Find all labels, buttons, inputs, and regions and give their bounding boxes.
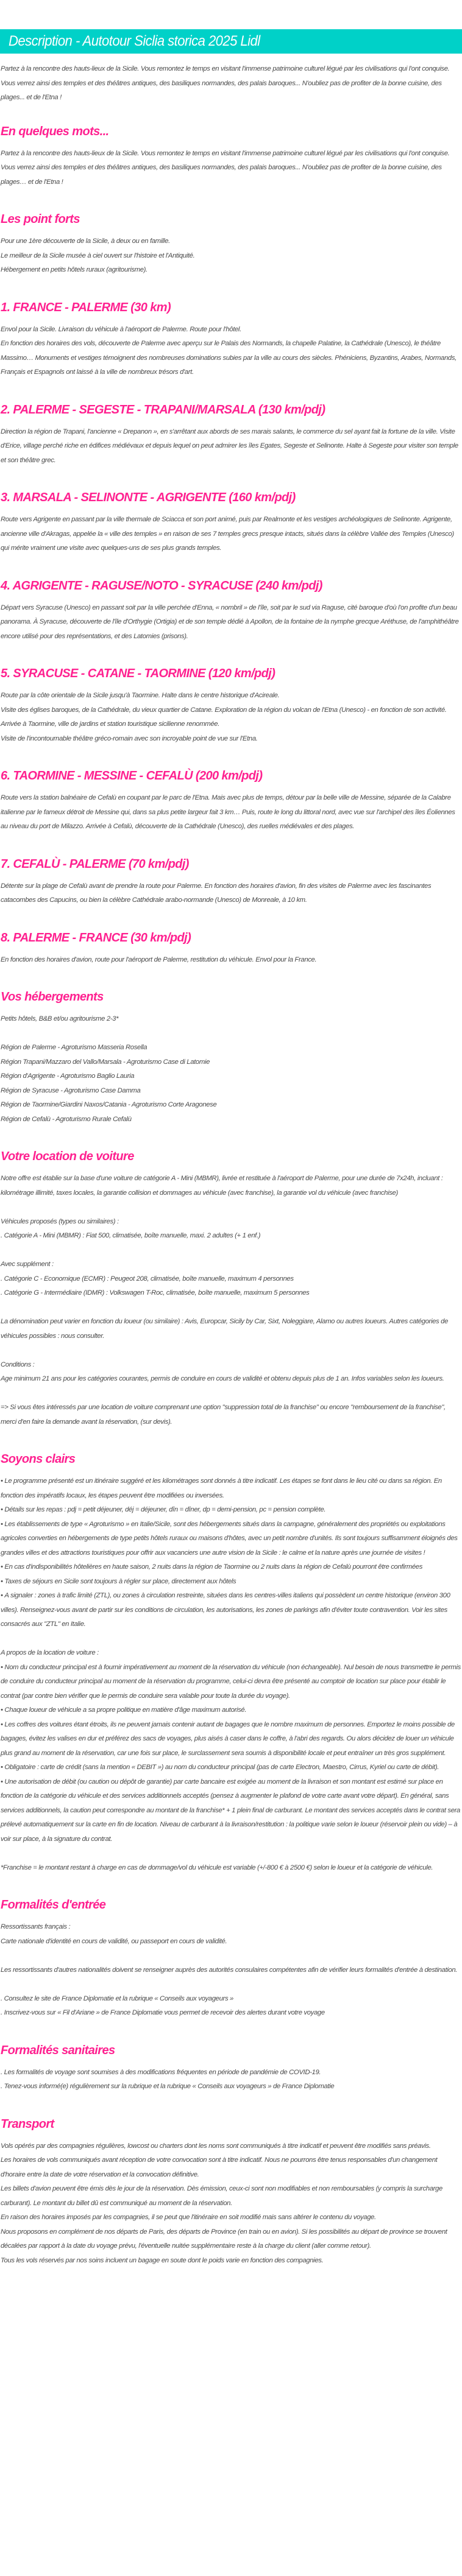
day-heading: 3. MARSALA - SELINONTE - AGRIGENTE (160 km/pdj) xyxy=(1,491,296,504)
day-heading: 4. AGRIGENTE - RAGUSE/NOTO - SYRACUSE (240 km/pdj) xyxy=(1,579,322,593)
day-text: Route vers Agrigente en passant par la ville thermale de Sciacca et son port animé, puis par Realmonte et les vestiges archéologiques de Selinonte. Agrigente, ancienne ville d'Akragas, appelée la « ville des temples » en raison de ses 7 temples grecs presque intacts, situés dans la célèbre Vallée des Temples (Unesco) qui mérite vraiment une visite avec quelques-uns de ses plus grands temples. xyxy=(1,516,454,552)
transport-line: Les horaires de vols communiqués avant réception de votre convocation sont à titre indicatif. Nous ne pourrons être tenus responsables d'un changement d'horaire entre la date de votre réservation et la convocation définitive. xyxy=(1,2156,438,2178)
day-text: Visite de l'incontournable théâtre gréco-romain avec son incroyable point de vue sur l'Etna. xyxy=(1,734,258,742)
spacer xyxy=(1,1343,461,1358)
section-location-voiture xyxy=(1,1149,461,1429)
section-formalites-entree xyxy=(1,1897,461,2021)
franchise-note: => Si vous êtes intéressés par une location de voiture comprenant une option "suppression total de la franchise" ou encore "remboursement de la franchise", merci d'en faire la demande avant la réservation, (sur devis). xyxy=(1,1404,446,1426)
section-heading: Formalités d'entrée xyxy=(1,1898,106,1912)
hotel-item: Région Trapani/Mazzaro del Vallo/Marsala - Agroturismo Case di Latomie xyxy=(1,1058,210,1066)
car-offer-text: Notre offre est établie sur la base d'une voiture de catégorie A - Mini (MBMR), livrée et restituée à l'aéroport de Palerme, pour une durée de 7x24h, incluant : kilométrage illimité, taxes locales, la garantie collision et dommages au véhicule (avec franchise), la garantie vol du véhicule (avec franchise) xyxy=(1,1175,443,1197)
vehicles-label: Véhicules proposés (types ou similaires) : xyxy=(1,1217,119,1225)
section-heading: Vos hébergements xyxy=(1,990,104,1004)
section-heading: Soyons clairs xyxy=(1,1452,76,1466)
info-bullet: • Les établissements de type « Agroturismo » en Italie/Sicile, sont des hébergements situés dans la campagne, généralement des propriétés ou exploitations agricoles converties en hébergements de type petits hôtels ruraux ou maisons d'hôtes, avec un petit nombre d'unités. Ils sont toujours suffisamment éloignés des grandes villes et des attractions touristiques pour offrir aux vacanciers une autre vision de la Sicile : le calme et la nature après une journée de visites ! xyxy=(1,1518,461,1561)
supplement-label: Avec supplément : xyxy=(1,1261,54,1268)
section-heading: Formalités sanitaires xyxy=(1,2043,115,2057)
day-text: Départ vers Syracuse (Unesco) en passant soit par la ville perchée d'Enna, « nombril » de l'île, soit par le sud via Raguse, cité baroque d'où l'on profite d'un beau panorama. À Syracuse, découverte de l'île d'Orthygie (Ortigia) et de son temple dédié à Apollon, de la fontaine de la nymphe grecque Aréthuse, de l'amphithéâtre encore utilisé pour des représentations, et des Latomies (prisons). xyxy=(1,604,459,640)
info-bullet: • Taxes de séjours en Sicile sont toujours à régler sur place, directement aux hôtels xyxy=(1,1575,461,1589)
hotel-item: Région de Palerme - Agroturismo Masseria Rosella xyxy=(1,1044,147,1051)
denomination-text: La dénomination peut varier en fonction du loueur (ou similaire) : Avis, Europcar, Sicily by Car, Sixt, Noleggiare, Alamo ou autres loueurs. Autres catégories de véhicules possibles : nous consulter. xyxy=(1,1318,449,1340)
car-rental-bullet: • Obligatoire : carte de crédit (sans la mention « DEBIT ») au nom du conducteur principal (pas de carte Electron, Maestro, Cirrus, Kyriel ou carte de débit). xyxy=(1,1761,461,1775)
day-heading: 8. PALERME - FRANCE (30 km/pdj) xyxy=(1,931,191,945)
section-heading: Transport xyxy=(1,2117,54,2131)
section-heading: En quelques mots... xyxy=(1,124,109,138)
conditions-label: Conditions : xyxy=(1,1360,35,1368)
spacer xyxy=(1,1846,461,1861)
section-text: Partez à la rencontre des hauts-lieux de la Sicile. Vous remontez le temps en visitant l'immense patrimoine culturel légué par les civilisations qui l'ont conquise. Vous verrez ainsi des temples et des théâtres antiques, des basiliques normandes, des palais baroques... N'oubliez pas de profiter de la bonne cuisine, des plages… et de l'Etna ! xyxy=(1,149,450,186)
itinerary-day-2 xyxy=(1,402,461,468)
day-heading: 7. CEFALÙ - PALERME (70 km/pdj) xyxy=(1,857,189,871)
diplomatie-tip: . Consultez le site de France Diplomatie et la rubrique « Conseils aux voyageurs » xyxy=(1,1994,233,2002)
itinerary-day-6 xyxy=(1,768,461,834)
day-text: Route par la côte orientale de la Sicile jusqu'à Taormine. Halte dans le centre historique d'Acireale. xyxy=(1,692,280,699)
day-text: En fonction des horaires d'avion, route pour l'aéroport de Palerme, restitution du véhicule. Envol pour la France. xyxy=(1,955,317,963)
transport-line: Nous proposons en complément de nos départs de Paris, des départs de Province (en train ou en avion). Si les possibilités au départ de province se trouvent décalées par rapport à la date du voyage prévu, l'éventuelle nuitée supplémentaire reste à la charge du client (aller comme retour). xyxy=(1,2228,447,2250)
vehicle-item: . Catégorie C - Economique (ECMR) : Peugeot 208, climatisée, boîte manuelle, maximum 4 personnes xyxy=(1,1275,294,1283)
spacer xyxy=(1,1632,461,1647)
section-formalites-sanitaires xyxy=(1,2043,461,2094)
intro-paragraph: Partez à la rencontre des hauts-lieux de la Sicile. Vous remontez le temps en visitant l'immense patrimoine culturel légué par les civilisations qui l'ont conquise. Vous verrez ainsi des temples et des théâtres antiques, des basiliques normandes, des palais baroques... N'oubliez pas de profiter de la bonne cuisine, des plages... et de l'Etna ! xyxy=(1,65,450,101)
info-bullet: • Détails sur les repas : pdj = petit déjeuner, déj = déjeuner, dîn = dîner, dp = demi-pension, pc = pension complète. xyxy=(1,1503,461,1518)
page-title: Description - Autotour Siclia storica 2025 Lidl xyxy=(9,33,260,49)
section-soyons-clairs xyxy=(1,1451,461,1875)
car-rental-bullet: • Chaque loueur de véhicule a sa propre politique en matière d'âge maximum autorisé. xyxy=(1,1703,461,1718)
description-content xyxy=(0,62,462,2268)
hotel-item: Région de Syracuse - Agroturismo Case Damma xyxy=(1,1086,141,1094)
hotel-item: Région de Taormine/Giardini Naxos/Catania - Agroturismo Corte Aragonese xyxy=(1,1101,217,1108)
itinerary-day-4 xyxy=(1,578,461,644)
spacer xyxy=(1,1244,461,1258)
spacer xyxy=(1,1027,461,1041)
section-heading: Les point forts xyxy=(1,213,80,226)
vehicle-item: . Catégorie G - Intermédiaire (IDMR) : Volkswagen T-Roc, climatisée, boîte manuelle, maximum 5 personnes xyxy=(1,1289,310,1297)
highlight-line: Pour une 1ère découverte de la Sicile, à deux ou en famille. xyxy=(1,238,170,245)
day-text: Direction la région de Trapani, l'ancienne « Drepanon », en s'arrêtant aux abords de ses marais salants, le commerce du sel ayant fait la fortune de la ville. Visite d'Erice, village perché riche en édifices médiévaux et depuis lequel on peut admirer les îles Egates, Segeste et Selinonte. Halte à Segeste pour visiter son temple et son théâtre grec. xyxy=(1,428,458,464)
day-text: Route vers la station balnéaire de Cefalù en coupant par le parc de l'Etna. Mais avec plus de temps, détour par la belle ville de Messine, séparée de la Calabre italienne par le fameux détroit de Messine qui, dans sa plus petite largeur fait 3 km… Puis, route le long du littoral nord, avec vue sur l'archipel des îles Éoliennes au niveau du port de Milazzo. Arrivée à Cefalù, découverte de la Cathédrale (Unesco), des ruelles médiévales et des plages. xyxy=(1,794,455,830)
spacer xyxy=(1,1200,461,1215)
sanitary-line: . Tenez-vous informé(e) régulièrement sur la rubrique et la rubrique « Conseils aux voyageurs » de France Diplomatie xyxy=(1,2083,335,2090)
day-heading: 1. FRANCE - PALERME (30 km) xyxy=(1,300,171,314)
info-bullet: • En cas d'indisponibilités hôtelières en haute saison, 2 nuits dans la région de Taormine ou 2 nuits dans la région de Cefalù pourront être confirmées xyxy=(1,1560,461,1575)
itinerary-day-3 xyxy=(1,490,461,556)
section-transport xyxy=(1,2116,461,2268)
spacer xyxy=(1,1949,461,1963)
diplomatie-tip: . Inscrivez-vous sur « Fil d'Ariane » de France Diplomatie vous permet de recevoir des alertes durant votre voyage xyxy=(1,2009,325,2016)
section-heading: Votre location de voiture xyxy=(1,1150,134,1163)
itinerary-day-5 xyxy=(1,666,461,746)
car-rental-bullet: • Nom du conducteur principal est à fournir impérativement au moment de la réservation du véhicule (non échangeable). Nul besoin de nous transmettre le permis de conduire du conducteur principal au moment de la réservation du programme, celui-ci devra être présenté au comptoir de location sur place pour établir le contrat (par contre bien vérifier que le permis de conduire sera valable pour toute la durée du voyage). xyxy=(1,1661,461,1704)
day-text: En fonction des horaires des vols, découverte de Palerme avec aperçu sur le Palais des Normands, la chapelle Palatine, la Cathédrale (Unesco), le théâtre Massimo… Monuments et vestiges témoignent des nombreuses dominations subies par la ville au cours des siècles. Phéniciens, Byzantins, Arabes, Normands, Français et Espagnols ont laissé à la ville de nombreux trésors d'art. xyxy=(1,340,457,376)
section-points-forts xyxy=(1,211,461,278)
car-rental-bullet: • Les coffres des voitures étant étroits, ils ne peuvent jamais contenir autant de bagages que le nombre maximum de personnes. Emportez le moins possible de bagages, évitez les valises en dur et préférez des sacs de voyages, plus aisés à caser dans le coffre, à l'abri des regards. Ou alors décidez de louer un véhicule plus grand au moment de la réservation, car une fois sur place, le surclassement sera soumis à disponibilité locale et peut entraîner un très gros supplément. xyxy=(1,1718,461,1761)
car-rental-label: A propos de la location de voiture : xyxy=(1,1649,99,1656)
nationals-label: Ressortissants français : xyxy=(1,1923,71,1930)
day-heading: 5. SYRACUSE - CATANE - TAORMINE (120 km/pdj) xyxy=(1,667,275,680)
sanitary-line: . Les formalités de voyage sont soumises à des modifications fréquentes en période de pandémie de COVID-19. xyxy=(1,2068,321,2076)
day-heading: 6. TAORMINE - MESSINE - CEFALÙ (200 km/pdj) xyxy=(1,769,263,783)
transport-line: Tous les vols réservés par nos soins incluent un bagage en soute dont le poids varie en fonction des compagnies. xyxy=(1,2256,324,2264)
hebergements-intro: Petits hôtels, B&B et/ou agritourisme 2-3* xyxy=(1,1015,119,1022)
section-en-quelques-mots xyxy=(1,124,461,190)
other-nationals-text: Les ressortissants d'autres nationalités doivent se renseigner auprès des autorités consulaires compétentes afin de vérifier leurs formalités d'entrée à destination. xyxy=(1,1966,458,1974)
title-bar xyxy=(0,29,462,54)
day-heading: 2. PALERME - SEGESTE - TRAPANI/MARSALA (130 km/pdj) xyxy=(1,403,325,417)
info-bullet: • Le programme présenté est un itinéraire suggéré et les kilométrages sont donnés à titre indicatif. Les étapes se font dans le lieu cité ou dans sa région. En fonction des impératifs locaux, les étapes peuvent être modifiées ou inversées. xyxy=(1,1474,461,1503)
spacer xyxy=(1,1387,461,1401)
highlight-line: Le meilleur de la Sicile musée à ciel ouvert sur l'histoire et l'Antiquité. xyxy=(1,252,195,259)
car-rental-bullet: • Une autorisation de débit (ou caution ou dépôt de garantie) par carte bancaire est exigée au moment de la livraison et son montant est estimé sur place en fonction de la catégorie du véhicule et des services additionnels acceptés (pensez à augmenter le plafond de votre carte avant votre départ). En général, sans services additionnels, la caution peut correspondre au montant de la franchise* + 1 plein final de carburant. Le montant des services acceptés dans le contrat sera prélevé automatiquement sur la carte en fin de location. Niveau de carburant à la livraison/restitution : la politique varie selon le loueur (réservoir plein ou vide) – à voir sur place, à la signature du contrat. xyxy=(1,1775,461,1847)
day-text: Envol pour la Sicile. Livraison du véhicule à l'aéroport de Palerme. Route pour l'hôtel. xyxy=(1,325,241,333)
spacer xyxy=(1,1301,461,1315)
itinerary-day-8 xyxy=(1,930,461,968)
highlight-line: Hébergement en petits hôtels ruraux (agritourisme). xyxy=(1,266,147,273)
spacer xyxy=(1,1977,461,1992)
section-hebergements xyxy=(1,989,461,1127)
itinerary-day-1 xyxy=(1,300,461,380)
itinerary-day-7 xyxy=(1,856,461,908)
hotel-item: Région de Cefalù - Agroturismo Rurale Cefalù xyxy=(1,1115,132,1123)
nationals-text: Carte nationale d'identité en cours de validité, ou passeport en cours de validité. xyxy=(1,1937,227,1945)
transport-line: En raison des horaires imposés par les compagnies, il se peut que l'itinéraire en soit modifié mais sans altérer le contenu du voyage. xyxy=(1,2214,376,2221)
conditions-text: Age minimum 21 ans pour les catégories courantes, permis de conduire en cours de validité et obtenu depuis plus de 1 an. Infos variables selon les loueurs. xyxy=(1,1375,444,1382)
day-text: Visite des églises baroques, de la Cathédrale, du vieux quartier de Catane. Exploration de la région du volcan de l'Etna (Unesco) - en fonction de son activité. Arrivée à Taormine, ville de jardins et station touristique sicilienne renommée. xyxy=(1,706,447,728)
vehicle-item: . Catégorie A - Mini (MBMR) : Fiat 500, climatisée, boîte manuelle, maxi. 2 adultes (+ 1 enf.) xyxy=(1,1232,261,1239)
day-text: Détente sur la plage de Cefalù avant de prendre la route pour Palerme. En fonction des horaires d'avion, fin des visites de Palerme avec les fascinantes catacombes des Capucins, ou bien la célèbre Cathédrale arabo-normande (Unesco) de Monreale, à 10 km. xyxy=(1,882,432,904)
transport-line: Les billets d'avion peuvent être émis dès le jour de la réservation. Dès émission, ceux-ci sont non modifiables et non remboursables (y compris la surcharge carburant). Le montant du billet dû est communiqué au moment de la réservation. xyxy=(1,2185,442,2207)
franchise-footnote: *Franchise = le montant restant à charge en cas de dommage/vol du véhicule est variable (+/-800 € à 2500 €) selon le loueur et la catégorie de véhicule. xyxy=(1,1863,433,1871)
info-bullet: • A signaler : zones à trafic limité (ZTL), ou zones à circulation restreinte, situées dans les centres-villes italiens qui possèdent un centre historique (environ 300 villes). Renseignez-vous avant de partir sur les conditions de circulation, les autorisations, les zones de parkings afin d'éviter toute contravention. Voir les sites consacrés aux "ZTL" en Italie. xyxy=(1,1589,461,1632)
hotel-item: Région d'Agrigente - Agroturismo Baglio Lauria xyxy=(1,1072,135,1080)
transport-line: Vols opérés par des compagnies régulières, lowcost ou charters dont les noms sont communiqués à titre indicatif et peuvent être modifiés sans préavis. xyxy=(1,2142,431,2150)
